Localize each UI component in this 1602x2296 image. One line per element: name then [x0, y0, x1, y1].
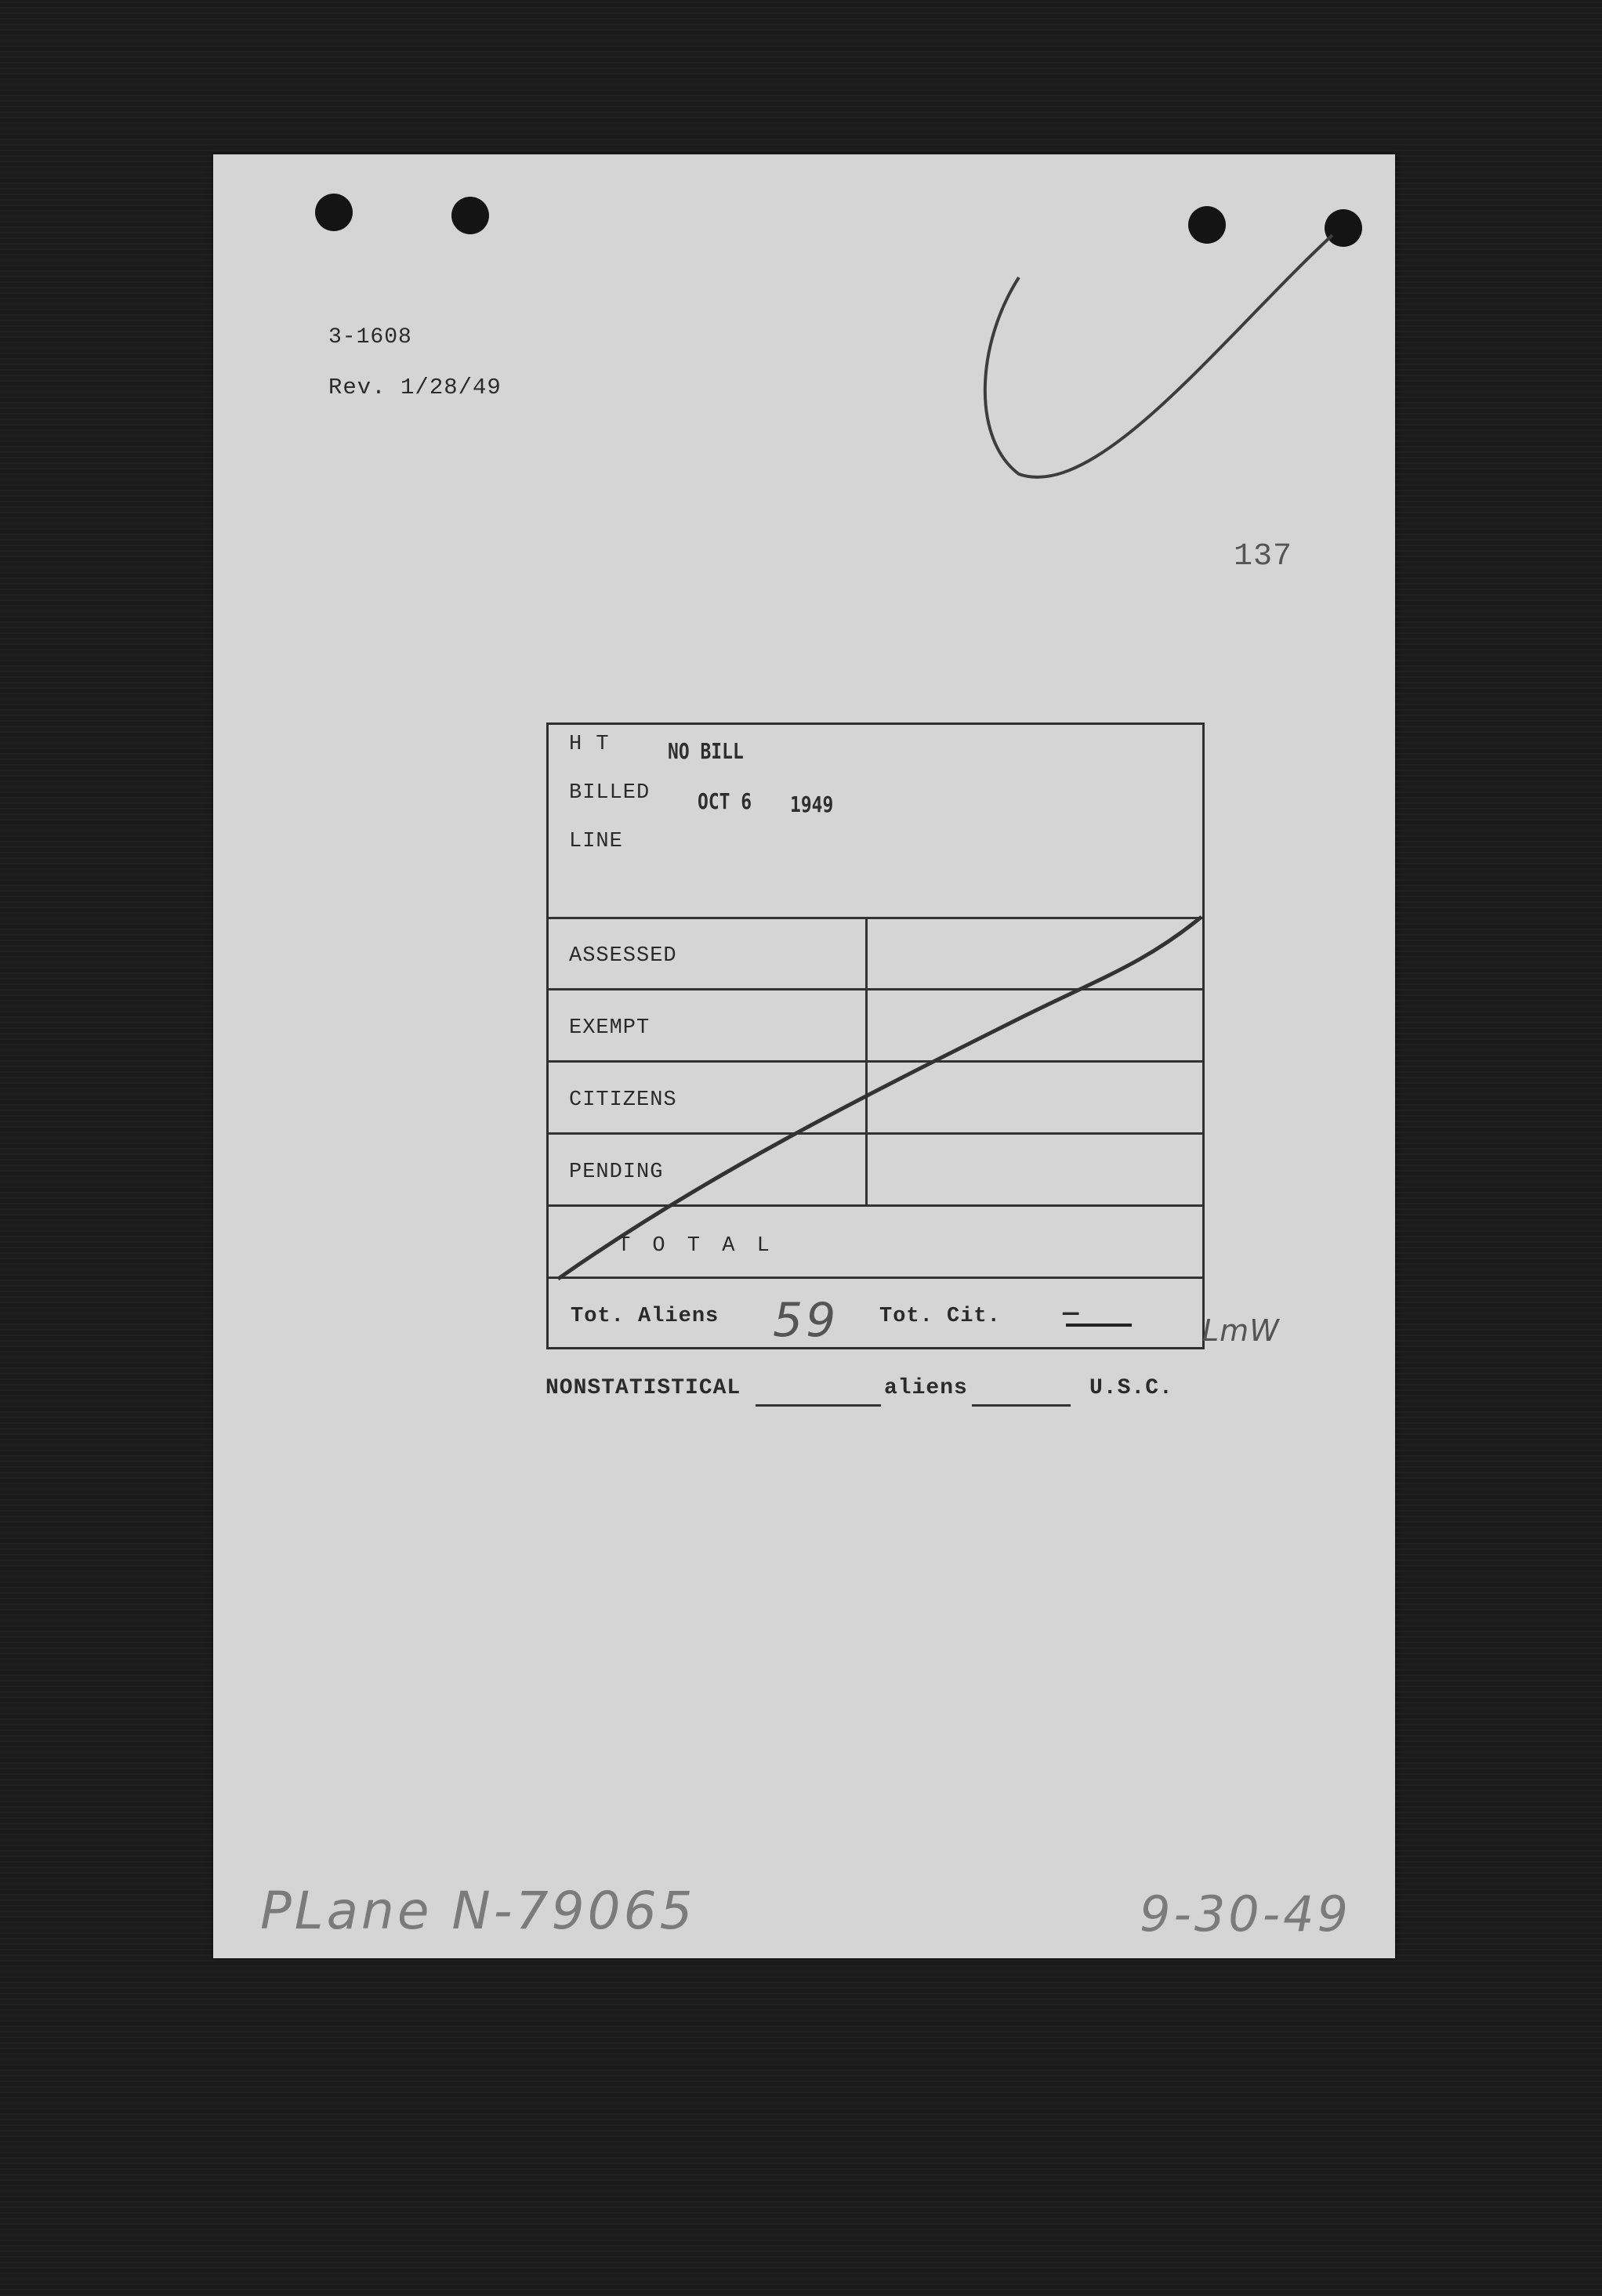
usc-blank [972, 1404, 1071, 1407]
initials: LmW [1202, 1313, 1280, 1348]
divider-line [549, 1132, 1202, 1135]
row-label-citizens: CITIZENS [569, 1088, 677, 1112]
punch-hole-4 [1325, 209, 1362, 247]
divider-line [549, 988, 1202, 990]
total-aliens-value: 59 [773, 1293, 839, 1348]
divider-line [549, 917, 1202, 919]
no-bill-stamp: NO BILL [668, 738, 744, 764]
usc-label: U.S.C. [1089, 1376, 1173, 1400]
total-aliens-label: Tot. Aliens [571, 1305, 719, 1328]
punch-hole-1 [315, 194, 353, 231]
total-label: T O T A L [618, 1234, 774, 1258]
ht-label: H T [569, 733, 610, 756]
total-citizens-label: Tot. Cit. [879, 1305, 1001, 1328]
punch-hole-3 [1188, 206, 1226, 244]
handwritten-date: 9-30-49 [1140, 1885, 1351, 1943]
punch-hole-2 [451, 197, 489, 234]
page-number: 137 [1234, 539, 1293, 574]
line-label: LINE [569, 830, 623, 853]
row-label-exempt: EXEMPT [569, 1016, 651, 1040]
nonstatistical-label: NONSTATISTICAL [545, 1376, 741, 1400]
billed-label: BILLED [569, 781, 651, 805]
revision-date: Rev. 1/28/49 [328, 375, 502, 400]
date-stamp-month-day: OCT 6 [698, 788, 752, 814]
row-label-assessed: ASSESSED [569, 944, 677, 968]
divider-line [549, 1204, 1202, 1207]
divider-line [549, 1060, 1202, 1063]
total-citizens-value: — [1063, 1299, 1080, 1329]
aliens-label: aliens [884, 1376, 968, 1400]
column-divider [865, 917, 868, 1204]
billing-form-box [546, 722, 1205, 1349]
form-number: 3-1608 [328, 325, 412, 349]
nonstatistical-aliens-blank [756, 1404, 881, 1407]
divider-line [549, 1277, 1202, 1279]
handwritten-plane-number: PLane N-79065 [260, 1881, 696, 1941]
date-stamp-year: 1949 [790, 791, 834, 817]
row-label-pending: PENDING [569, 1161, 664, 1184]
